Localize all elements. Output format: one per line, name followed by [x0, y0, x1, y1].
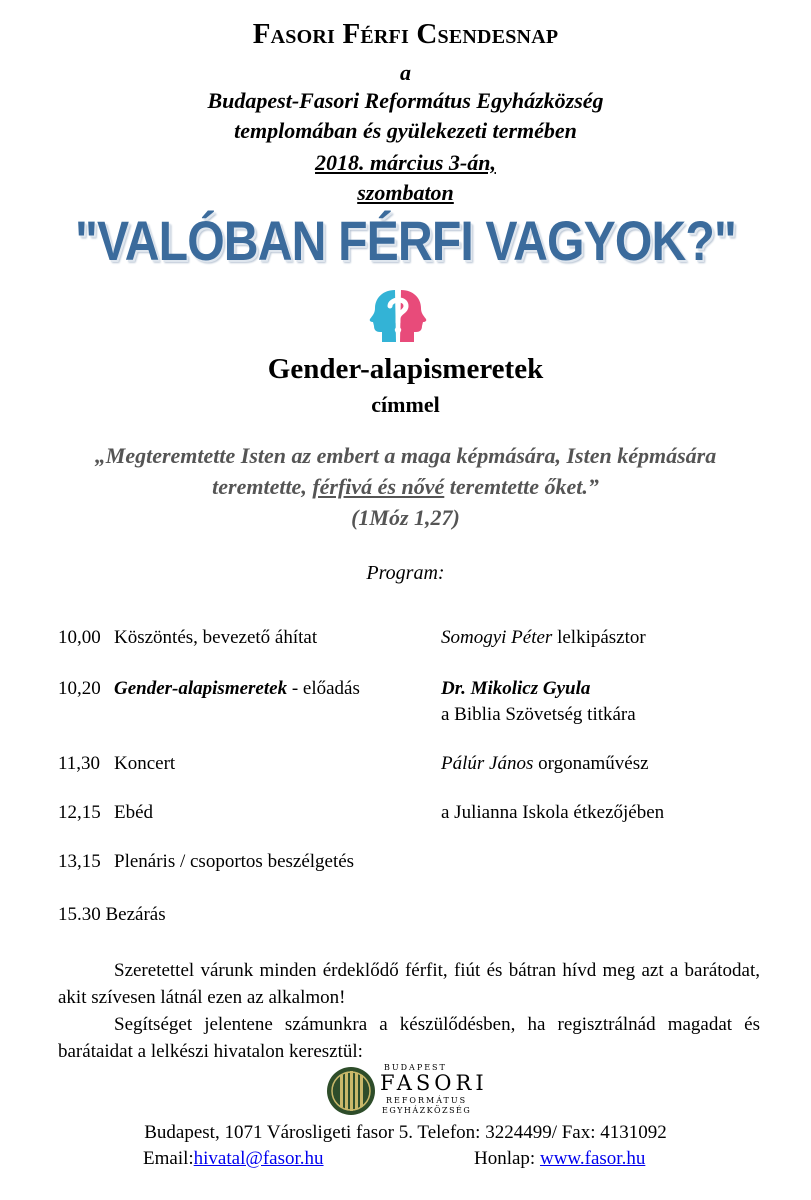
title-suffix: címmel: [371, 392, 440, 417]
quote-underlined: férfivá és nővé: [312, 474, 445, 499]
presenter-name: Pálúr János: [441, 753, 534, 774]
email-link[interactable]: hivatal@fasor.hu: [193, 1148, 324, 1169]
program-label: Program:: [366, 562, 445, 584]
schedule-title: Koncert: [114, 753, 176, 774]
event-date: [0, 150, 811, 176]
logo-sub2: EGYHÁZKÖZSÉG: [382, 1106, 472, 1115]
schedule-title: Bezárás: [105, 904, 166, 925]
presenter-name: Dr. Mikolicz Gyula: [441, 678, 591, 699]
presenter-name: Somogyi Péter: [441, 627, 553, 648]
two-heads-question-icon: [365, 286, 431, 346]
schedule-time: 10,20: [58, 678, 101, 699]
schedule-time: 13,15: [58, 851, 101, 872]
web-label: Honlap:: [474, 1148, 540, 1169]
schedule-time: 11,30: [58, 753, 101, 774]
presenter-role: orgonaművész: [533, 753, 649, 774]
header-church: Budapest-Fasori Református Egyházközség: [207, 88, 604, 113]
schedule-time: 15.30: [58, 904, 101, 925]
church-logo: [326, 1063, 496, 1119]
website-link[interactable]: www.fasor.hu: [539, 1148, 646, 1169]
email-label: Email:: [143, 1148, 194, 1169]
presenter-role: lelkipásztor: [552, 627, 646, 648]
quote-line-2-start: teremtette,: [212, 474, 313, 499]
lecture-name: Gender-alapismeretek: [114, 678, 288, 699]
quote-reference: (1Móz 1,27): [351, 505, 460, 530]
event-weekday: [0, 180, 811, 206]
quote-line-1: „Megteremtette Isten az embert a maga képmására, Isten képmására: [94, 443, 717, 468]
header-a: a: [400, 60, 411, 85]
event-title: Fasori Férfi Csendesnap: [252, 18, 559, 50]
logo-top: BUDAPEST: [384, 1063, 447, 1072]
event-weekday-text: szombaton: [357, 180, 454, 205]
schedule-presenter: [441, 753, 649, 775]
address: Budapest, 1071 Városligeti fasor 5. Telefon: 3224499/ Fax: 4131092: [144, 1122, 667, 1143]
logo-main: FASORI: [380, 1071, 488, 1095]
presenter-role: a Biblia Szövetség titkára: [441, 704, 636, 725]
schedule-title: Köszöntés, bevezető áhítat: [114, 627, 318, 648]
lecture-type: - előadás: [287, 678, 360, 699]
logo-sub1: REFORMÁTUS: [386, 1096, 468, 1105]
registration-paragraph: Segítséget jelentene számunkra a készülődésben, ha regisztrálnád magadat és barátaidat a lelkészi hivatalon keresztül:: [58, 1014, 760, 1062]
schedule-title: Ebéd: [114, 802, 154, 823]
quote-line-2: [0, 474, 811, 500]
web-line: [474, 1148, 645, 1170]
event-date-text: 2018. március 3-án,: [315, 150, 496, 175]
quote-line-2-end: teremtette őket.”: [444, 474, 599, 499]
schedule-title: Plenáris / csoportos beszélgetés: [114, 851, 355, 872]
invite-paragraph: Szeretettel várunk minden érdeklődő férfit, fiút és bátran hívd meg azt a barátodat, akit szívesen látnál ezen az alkalmon!: [58, 960, 760, 1008]
schedule-location: a Julianna Iskola étkezőjében: [441, 802, 665, 823]
schedule-closing: [58, 904, 166, 926]
schedule-time: 12,15: [58, 802, 101, 823]
schedule-title: [114, 678, 360, 700]
header-venue: templomában és gyülekezeti termében: [234, 118, 577, 143]
email-line: [143, 1148, 324, 1170]
schedule-time: 10,00: [58, 627, 101, 648]
lecture-title: Gender-alapismeretek: [267, 353, 544, 385]
schedule-presenter: [441, 627, 646, 649]
slogan: "VALÓBAN FÉRFI VAGYOK?": [75, 209, 736, 272]
